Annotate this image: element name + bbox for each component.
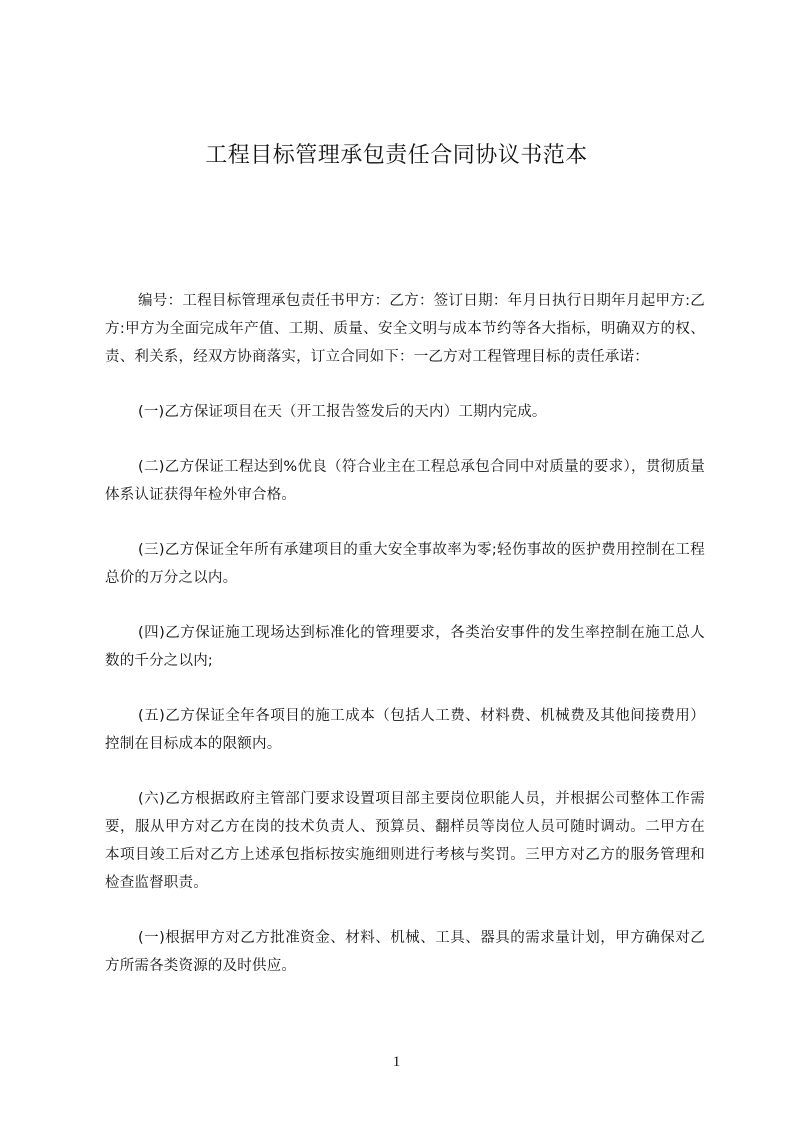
paragraph-item-7: (一)根据甲方对乙方批准资金、材料、机械、工具、器具的需求量计划，甲方确保对乙方所需各类资源的及时供应。	[105, 930, 705, 974]
paragraph-item-1: (一)乙方保证项目在天（开工报告签发后的天内）工期内完成。	[138, 404, 547, 420]
paragraph-gap	[105, 758, 705, 785]
document-title: 工程目标管理承包责任合同协议书范本	[205, 143, 588, 168]
paragraph-item-4: (四)乙方保证施工现场达到标准化的管理要求，各类治安事件的发生率控制在施工总人数的千分之以内;	[105, 625, 705, 669]
paragraph-item-6: (六)乙方根据政府主管部门要求设置项目部主要岗位职能人员，并根据公司整体工作需要，服从甲方对乙方在岗的技术负责人、预算员、翻样员等岗位人员可随时调动。二甲方在本项目竣工后对乙方上述承包指标按实施细则进行考核与奖罚。三甲方对乙方的服务管理和检查监督职责。	[105, 791, 705, 891]
paragraph-gap	[105, 426, 705, 453]
paragraph-gap	[105, 592, 705, 619]
paragraph-item-3: (三)乙方保证全年所有承建项目的重大安全事故率为零;轻伤事故的医护费用控制在工程总价的万分之以内。	[105, 542, 705, 586]
paragraph-gap	[105, 371, 705, 398]
paragraph-item-2: (二)乙方保证工程达到%优良（符合业主在工程总承包合同中对质量的要求），贯彻质量体系认证获得年检外审合格。	[105, 459, 705, 503]
paragraph-gap	[105, 509, 705, 536]
paragraph-gap	[105, 675, 705, 702]
paragraph-gap	[105, 897, 705, 924]
page-number: 1	[392, 1054, 401, 1070]
paragraph-intro: 编号：工程目标管理承包责任书甲方：乙方：签订日期：年月日执行日期年月起甲方:乙方:甲方为全面完成年产值、工期、质量、安全文明与成本节约等各大指标，明确双方的权、责、利关系，经双方协商落实，订立合同如下：一乙方对工程管理目标的责任承诺：	[105, 293, 705, 365]
paragraph-item-5: (五)乙方保证全年各项目的施工成本（包括人工费、材料费、机械费及其他间接费用）控制在目标成本的限额内。	[105, 708, 705, 752]
document-body	[105, 287, 705, 980]
